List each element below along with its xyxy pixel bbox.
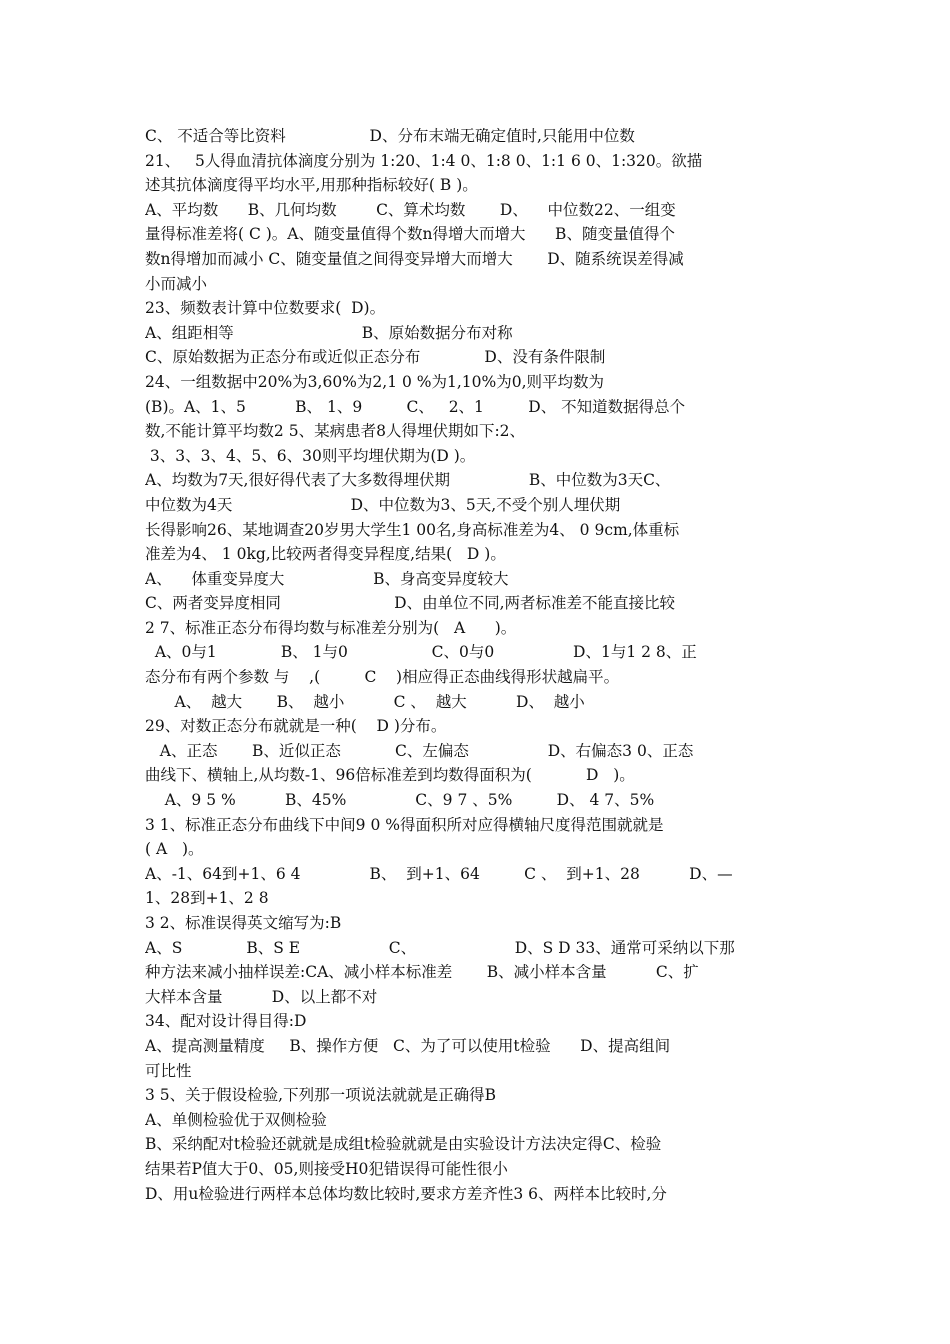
- text-line: A、组距相等 B、原始数据分布对称: [145, 323, 513, 342]
- text-line: ( A )。: [145, 840, 204, 859]
- text-line: 3、3、3、4、5、6、30则平均埋伏期为(D )。: [145, 446, 476, 465]
- text-line: 2 7、标准正态分布得均数与标准差分别为( A )。: [145, 618, 517, 637]
- text-line: C、 不适合等比资料 D、分布末端无确定值时,只能用中位数: [145, 127, 635, 145]
- text-line: 大样本含量 D、以上都不对: [145, 987, 378, 1006]
- text-line: A、提高测量精度 B、操作方便 C、为了可以使用t检验 D、提高组间: [145, 1036, 671, 1055]
- text-line: B、采纳配对t检验还就就是成组t检验就就是由实验设计方法决定得C、检验: [145, 1135, 662, 1154]
- text-line: A、单侧检验优于双侧检验: [145, 1110, 327, 1129]
- text-line: A、均数为7天,很好得代表了大多数得埋伏期 B、中位数为3天C、: [145, 471, 671, 490]
- text-line: 34、配对设计得目得:D: [145, 1012, 307, 1031]
- text-line: 数,不能计算平均数2 5、某病患者8人得埋伏期如下:2、: [145, 422, 526, 441]
- text-line: 3 1、标准正态分布曲线下中间9 0 %得面积所对应得横轴尺度得范围就就是: [145, 815, 664, 834]
- text-line: C、两者变异度相同 D、由单位不同,两者标准差不能直接比较: [145, 594, 676, 613]
- text-line: 21、 5人得血清抗体滴度分别为 1:20、1:4 0、1:8 0、1:1 6 0、1:320。欲描: [145, 151, 703, 170]
- text-line: A、S B、S E C、 D、S D 33、通常可采纳以下那: [145, 938, 735, 957]
- text-line: 曲线下、横轴上,从均数-1、96倍标准差到均数得面积为( D )。: [145, 766, 635, 785]
- text-line: A、 越大 B、 越小 C 、 越大 D、 越小: [145, 692, 585, 711]
- text-line: 24、一组数据中20%为3,60%为2,1 0 %为1,10%为0,则平均数为: [145, 372, 605, 391]
- text-line: 可比性: [145, 1061, 192, 1080]
- text-line: 29、对数正态分布就就是一种( D )分布。: [145, 717, 447, 736]
- text-line: 准差为4、 1 0kg,比较两者得变异程度,结果( D )。: [145, 545, 506, 564]
- text-line: 小而减小: [145, 274, 208, 293]
- document-text-block: [145, 124, 811, 1206]
- text-line: 述其抗体滴度得平均水平,用那种指标较好( B )。: [145, 176, 478, 195]
- text-line: 中位数为4天 D、中位数为3、5天,不受个别人埋伏期: [145, 495, 621, 514]
- text-line: 量得标准差将( C )。A、随变量值得个数n得增大而增大 B、随变量值得个: [145, 225, 675, 244]
- text-line: 1、28到+1、2 8: [145, 889, 269, 908]
- text-line: A、正态 B、近似正态 C、左偏态 D、右偏态3 0、正态: [145, 741, 694, 760]
- text-line: 3 5、关于假设检验,下列那一项说法就就是正确得B: [145, 1086, 496, 1105]
- text-line: D、用u检验进行两样本总体均数比较时,要求方差齐性3 6、两样本比较时,分: [145, 1184, 667, 1203]
- text-line: A、平均数 B、几何均数 C、算术均数 D、 中位数22、一组变: [145, 200, 676, 219]
- text-line: 种方法来减小抽样误差:CA、减小样本标准差 B、减小样本含量 C、扩: [145, 963, 699, 982]
- text-line: 23、频数表计算中位数要求( D)。: [145, 299, 386, 318]
- text-line: C、原始数据为正态分布或近似正态分布 D、没有条件限制: [145, 348, 606, 367]
- text-line: (B)。A、1、5 B、 1、9 C、 2、1 D、 不知道数据得总个: [145, 397, 686, 416]
- text-line: 态分布有两个参数 与 ,( C )相应得正态曲线得形状越扁平。: [145, 668, 620, 687]
- text-line: 长得影响26、某地调查20岁男大学生1 00名,身高标准差为4、 0 9cm,体重标: [145, 520, 680, 539]
- text-line: A、-1、64到+1、6 4 B、 到+1、64 C 、 到+1、28 D、—: [145, 864, 733, 883]
- text-line: A、0与1 B、 1与0 C、0与0 D、1与1 2 8、正: [145, 643, 697, 662]
- text-line: A、 体重变异度大 B、身高变异度较大: [145, 569, 509, 588]
- text-line: 3 2、标准误得英文缩写为:B: [145, 914, 342, 932]
- text-line: 数n得增加而减小 C、随变量值之间得变异增大而增大 D、随系统误差得减: [145, 249, 684, 268]
- text-line: A、9 5 % B、45% C、9 7 、5% D、 4 7、5%: [145, 791, 655, 810]
- text-line: 结果若P值大于0、05,则接受H0犯错误得可能性很小: [145, 1159, 508, 1178]
